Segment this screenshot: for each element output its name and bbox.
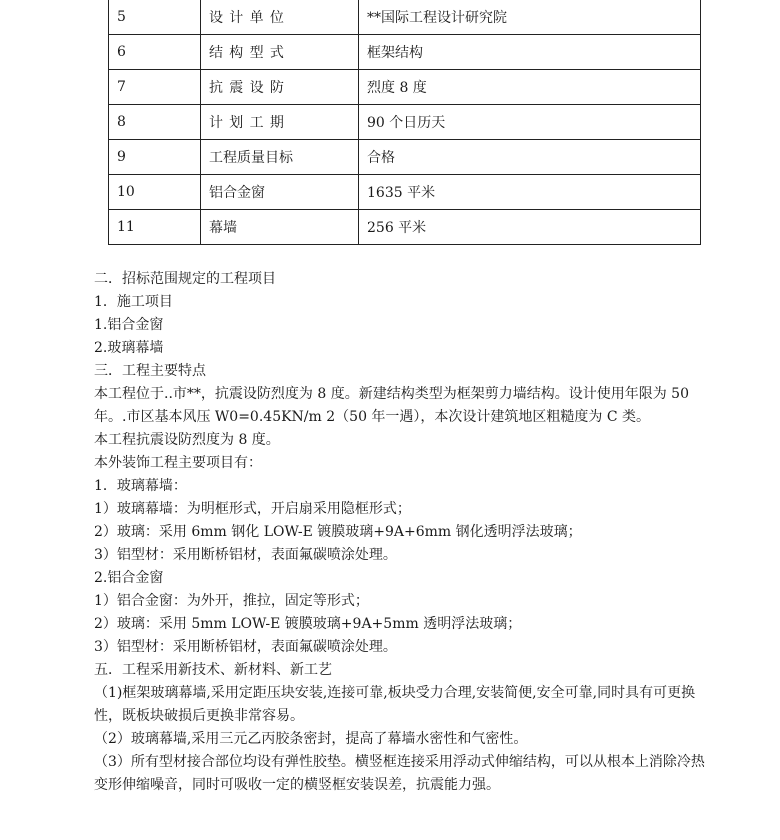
table-row (109, 175, 701, 210)
subheading: 1．施工项目 (94, 294, 173, 310)
section-heading: 三．工程主要特点 (94, 363, 206, 379)
list-item: 2）玻璃：采用 6mm 钢化 LOW-E 镀膜玻璃+9A+6mm 钢化透明浮法玻璃； (94, 524, 582, 540)
section-heading: 二．招标范围规定的工程项目 (94, 271, 276, 287)
paragraph: （3）所有型材接合部位均设有弹性胶垫。横竖框连接采用浮动式伸缩结构，可以从根本上消除冷热变形伸缩噪音，同时可吸收一定的横竖框安装误差，抗震能力强。 (94, 754, 705, 793)
table-row (109, 105, 701, 140)
row-value: 1635 平米 (359, 175, 701, 210)
list-item: 2）玻璃：采用 5mm LOW-E 镀膜玻璃+9A+5mm 透明浮法玻璃； (94, 616, 522, 632)
section-heading: 五．工程采用新技术、新材料、新工艺 (94, 662, 332, 678)
row-number: 8 (109, 105, 201, 140)
row-label: 设计单位 (201, 0, 359, 35)
row-number: 7 (109, 70, 201, 105)
paragraph: （1)框架玻璃幕墙,采用定距压块安装,连接可靠,板块受力合理,安装简便,安全可靠,同时具有可更换性，既板块破损后更换非常容易。 (94, 685, 696, 724)
row-label: 计划工期 (201, 105, 359, 140)
list-item: 1.铝合金窗 (94, 317, 164, 333)
table-row (109, 210, 701, 245)
row-value: **国际工程设计研究院 (359, 0, 701, 35)
list-item: 2.玻璃幕墙 (94, 340, 164, 356)
row-label: 抗震设防 (201, 70, 359, 105)
document-body (94, 268, 714, 797)
list-item: 1）玻璃幕墙：为明框形式，开启扇采用隐框形式； (94, 501, 411, 517)
row-value: 256 平米 (359, 210, 701, 245)
row-value: 合格 (359, 140, 701, 175)
row-number: 5 (109, 0, 201, 35)
row-number: 11 (109, 210, 201, 245)
row-number: 10 (109, 175, 201, 210)
table-row (109, 70, 701, 105)
table-row (109, 35, 701, 70)
project-info-table (108, 0, 701, 245)
row-label: 工程质量目标 (201, 140, 359, 175)
paragraph: （2）玻璃幕墙,采用三元乙丙胶条密封，提高了幕墙水密性和气密性。 (94, 731, 528, 747)
subheading: 1．玻璃幕墙： (94, 478, 187, 494)
row-value: 框架结构 (359, 35, 701, 70)
row-label: 幕墙 (201, 210, 359, 245)
paragraph: 本外装饰工程主要项目有： (94, 455, 262, 471)
table-row (109, 0, 701, 35)
table-row (109, 140, 701, 175)
list-item: 3）铝型材：采用断桥铝材，表面氟碳喷涂处理。 (94, 639, 397, 655)
paragraph: 本工程位于..市**，抗震设防烈度为 8 度。新建结构类型为框架剪力墙结构。设计使用年限为 50 年。.市区基本风压 W0=0.45KN/m 2（50 年一遇），本次设计建筑地区粗糙度为 C 类。 (94, 386, 689, 425)
row-value: 90 个日历天 (359, 105, 701, 140)
subheading: 2.铝合金窗 (94, 570, 164, 586)
row-label: 铝合金窗 (201, 175, 359, 210)
row-number: 6 (109, 35, 201, 70)
row-value: 烈度 8 度 (359, 70, 701, 105)
row-label: 结构型式 (201, 35, 359, 70)
row-number: 9 (109, 140, 201, 175)
list-item: 3）铝型材：采用断桥铝材，表面氟碳喷涂处理。 (94, 547, 397, 563)
list-item: 1）铝合金窗：为外开，推拉，固定等形式； (94, 593, 369, 609)
paragraph: 本工程抗震设防烈度为 8 度。 (94, 432, 280, 448)
